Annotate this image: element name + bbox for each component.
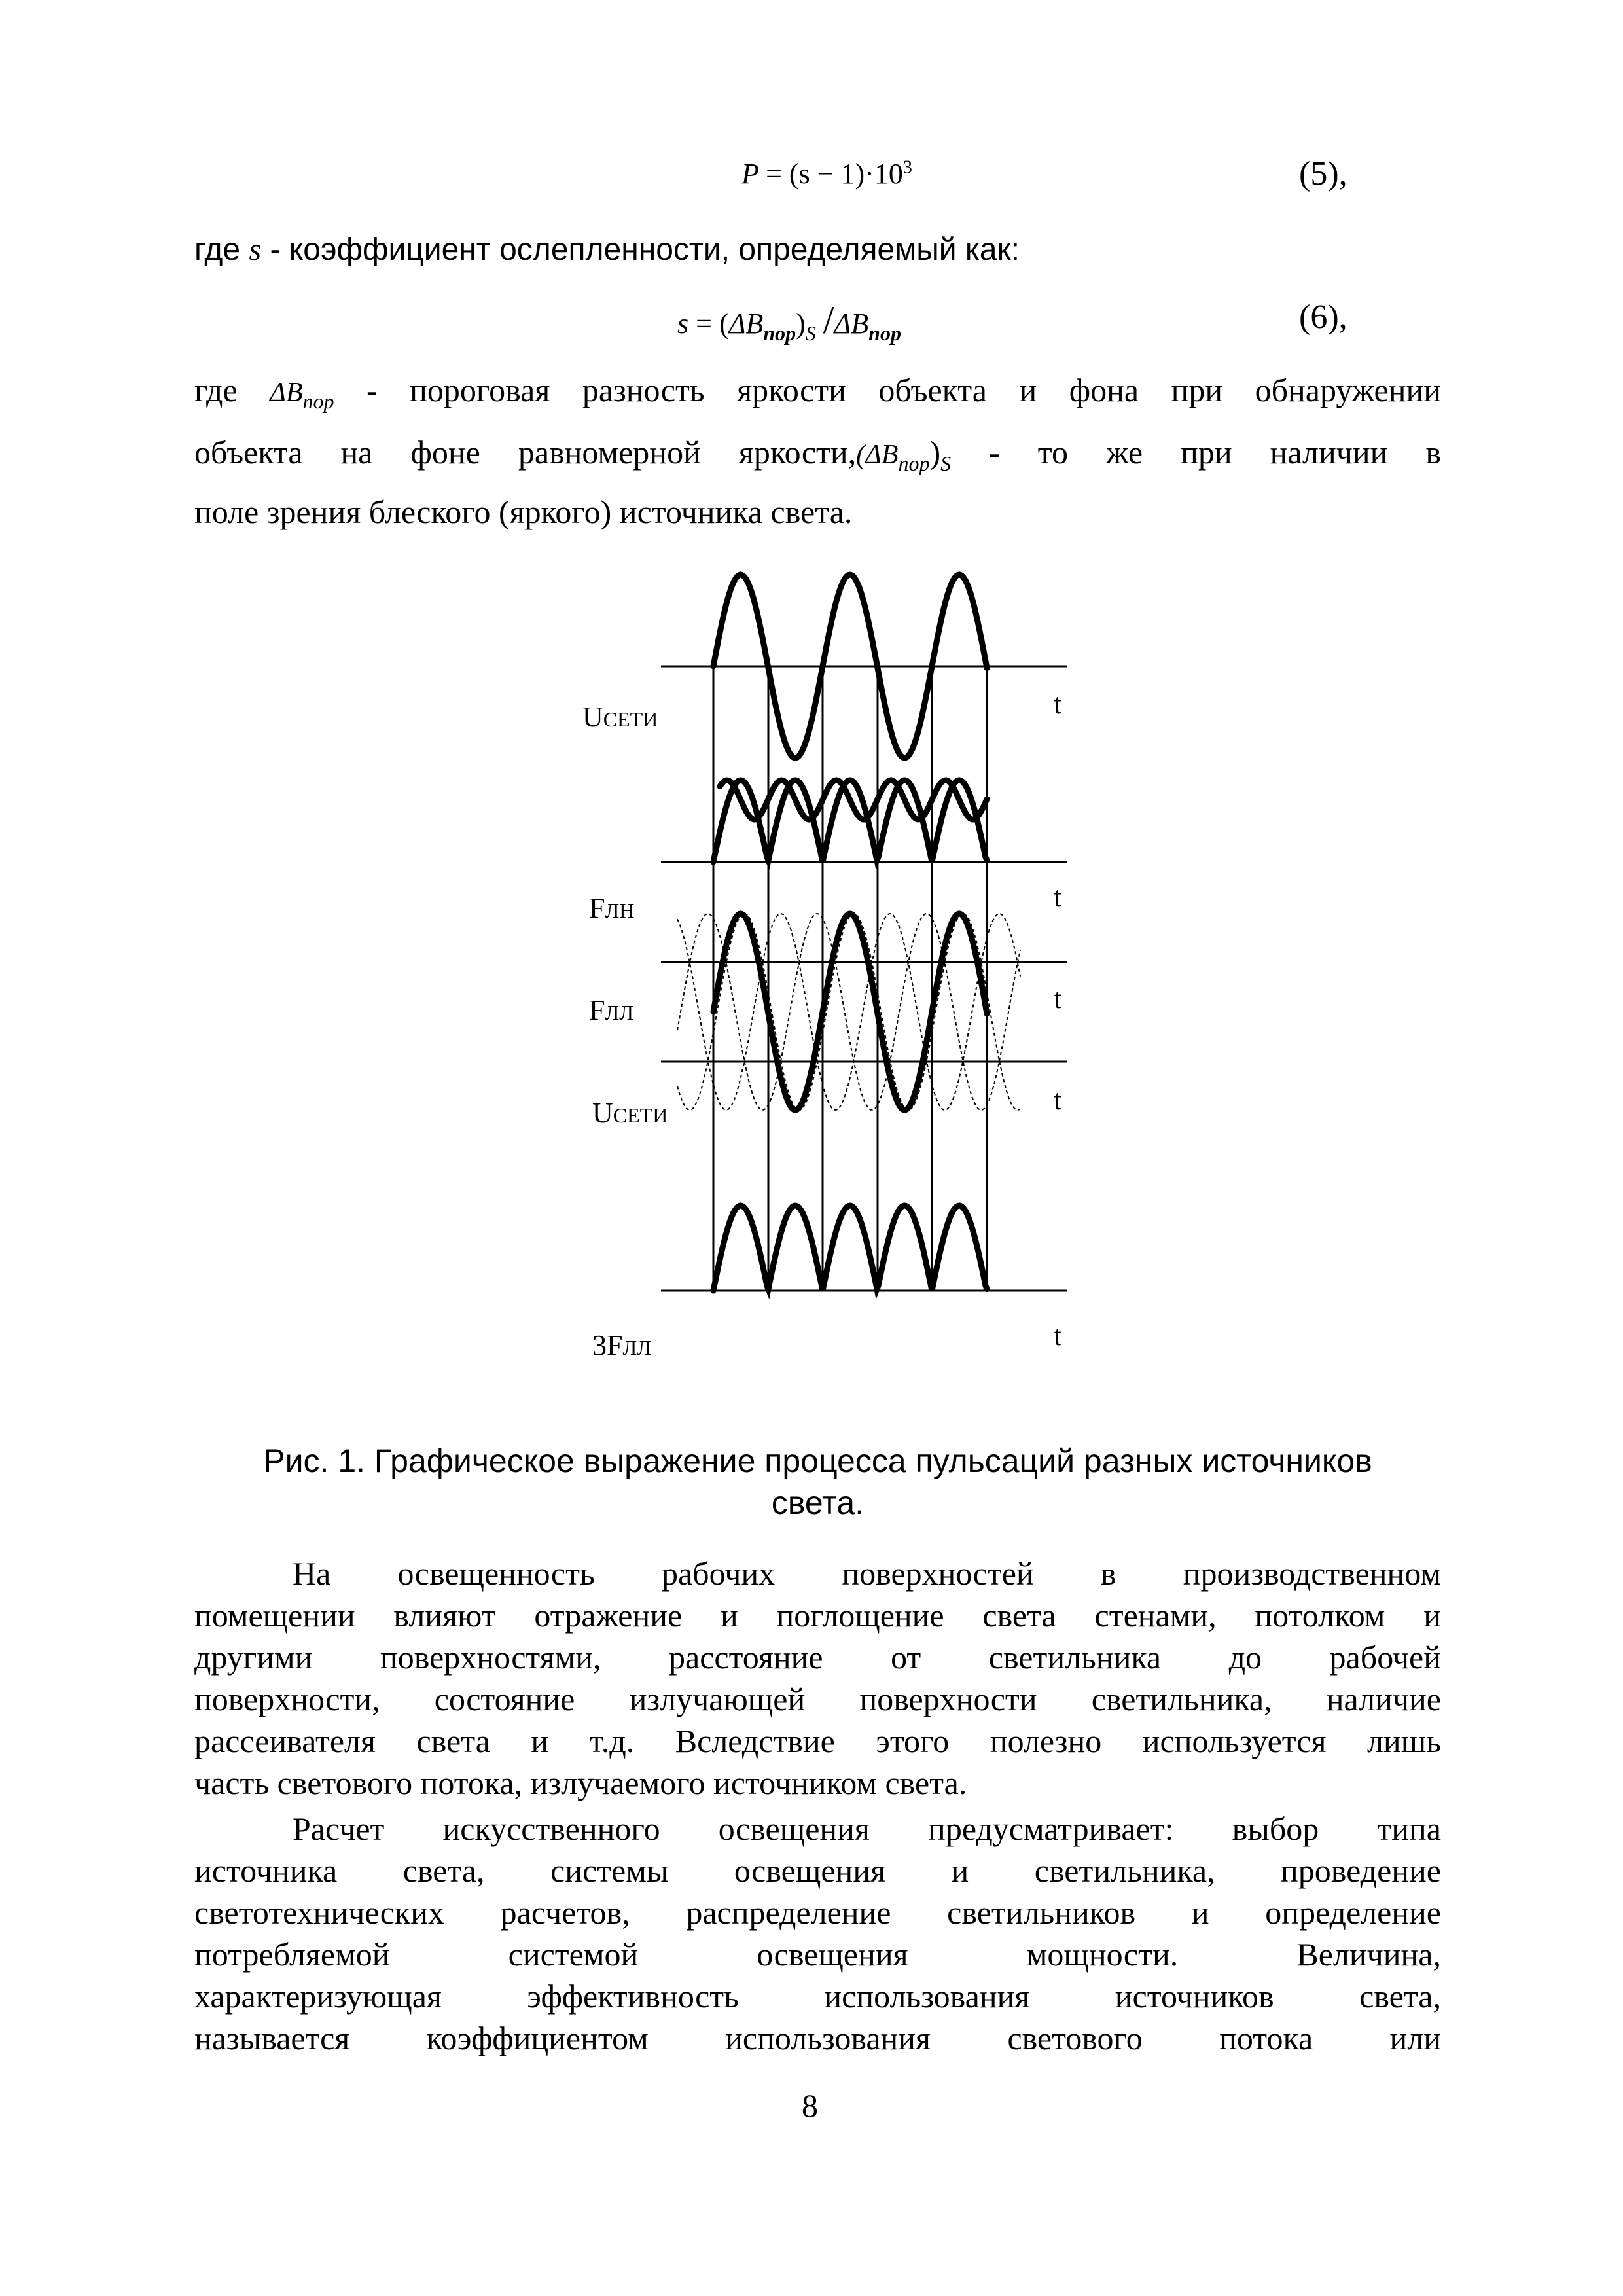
label-u2-sub: СЕТИ xyxy=(613,1103,668,1127)
p1-line-2: помещении влияют отражение и поглощение света стенами, потолком и xyxy=(194,1597,1441,1634)
t-axis-label-1: t xyxy=(1054,688,1062,720)
symbol-s: s xyxy=(249,232,262,267)
text-coef: - коэффициент ослепленности, определяемый как: xyxy=(270,232,1020,267)
u-seti-2-wave xyxy=(713,914,987,1110)
formula-5: $P = (s - 1)\cdot 10^3$ xyxy=(741,157,912,190)
label-3fll-main: 3F xyxy=(592,1329,623,1361)
p1-line-6: часть светового потока, излучаемого источником света. xyxy=(194,1765,967,1801)
p2-line-1: Расчет искусственного освещения предусматривает: выбор типа xyxy=(293,1810,1441,1847)
formula5-rhs-b: ·10 xyxy=(865,158,903,190)
t-axis-label-3: t xyxy=(1054,982,1062,1014)
def-line-3: поле зрения блеского (яркого) источника света. xyxy=(194,493,853,531)
formula5-rhs-a: (s − 1) xyxy=(789,158,865,190)
formula5-lhs: P xyxy=(741,158,759,190)
formula6-db1: ΔB xyxy=(728,308,764,340)
label-u2-main: U xyxy=(592,1097,613,1129)
p1-line-4: поверхности, состояние излучающей поверхности светильника, наличие xyxy=(194,1681,1441,1717)
label-3f-ll xyxy=(592,1329,651,1362)
caption-line-1: Рис. 1. Графическое выражение процесса пульсаций разных источников xyxy=(263,1443,1372,1479)
def-l2-sub: пор xyxy=(898,452,930,476)
p1-line-5: рассеивателя света и т.д. Вследствие этого полезно используется лишь xyxy=(194,1723,1441,1759)
eq-number-5: (5), xyxy=(1299,155,1347,192)
p1-line-1: На освещенность рабочих поверхностей в производственном xyxy=(293,1555,1441,1592)
def-l2-sym: (ΔB xyxy=(856,440,899,471)
caption-line-2: света. xyxy=(771,1484,865,1521)
label-f-ln xyxy=(589,891,634,925)
label-fll-main: F xyxy=(589,994,605,1026)
paragraph-2 xyxy=(194,1808,1441,2059)
formula6-eq: = xyxy=(696,308,712,340)
label-u1-sub: СЕТИ xyxy=(603,708,658,731)
t-axis-label-2: t xyxy=(1054,881,1062,913)
formula6-sub1: пор xyxy=(763,321,796,346)
formula6-s: s xyxy=(677,308,689,340)
figure-caption xyxy=(194,1440,1441,1524)
t-axis-label-5: t xyxy=(1054,1319,1062,1352)
label-fln-sub: ЛН xyxy=(605,899,635,922)
text-gde: где xyxy=(194,232,241,267)
label-u-seti-2 xyxy=(592,1096,668,1130)
def-l2-a: объекта на фоне равномерной яркости, xyxy=(194,434,857,471)
def-l1-a: где xyxy=(194,372,238,408)
paragraph-1 xyxy=(194,1552,1441,1804)
label-u-seti-1 xyxy=(582,700,658,734)
p2-line-4: потребляемой системой освещения мощности. Величина, xyxy=(194,1936,1441,1973)
formula-6: $s = (\Delta B_{пор})_S$ $/\Delta B_{пор}$ xyxy=(677,298,901,346)
label-fll-sub: ЛЛ xyxy=(605,1001,633,1024)
p2-line-6: называется коэффициентом использования светового потока или xyxy=(194,2020,1441,2056)
def-l1-sub: пор xyxy=(302,389,334,414)
label-3fll-sub: ЛЛ xyxy=(622,1336,651,1359)
p2-line-3: светотехнических расчетов, распределение светильников и определение xyxy=(194,1894,1441,1931)
page-number: 8 xyxy=(802,2087,818,2124)
formula6-db2: ΔB xyxy=(834,308,869,340)
p1-line-3: другими поверхностями, расстояние от светильника до рабочей xyxy=(194,1639,1441,1676)
def-l2-close: ) xyxy=(929,434,941,471)
formula5-exp: 3 xyxy=(902,157,912,178)
p2-line-2: источника света, системы освещения и светильника, проведение xyxy=(194,1852,1441,1889)
def-l1-b: - пороговая разность яркости объекта и фона при обнаружении xyxy=(366,372,1442,408)
label-f-ll xyxy=(589,994,633,1027)
t-axis-label-4: t xyxy=(1054,1084,1062,1116)
eq-number-6: (6), xyxy=(1299,298,1347,336)
def-l2-b: - то же при наличии в xyxy=(989,434,1441,471)
formula6-sub-s: S xyxy=(805,321,816,346)
def-l1-sym: ΔB xyxy=(270,378,303,408)
def-l2-s: S xyxy=(940,452,952,476)
formula6-sub2: пор xyxy=(868,321,901,346)
label-u1-main: U xyxy=(582,701,603,733)
3f-ll-wave xyxy=(713,1206,987,1291)
p2-line-5: характеризующая эффективность использования источников света, xyxy=(194,1978,1441,2015)
label-fln-main: F xyxy=(589,892,605,924)
